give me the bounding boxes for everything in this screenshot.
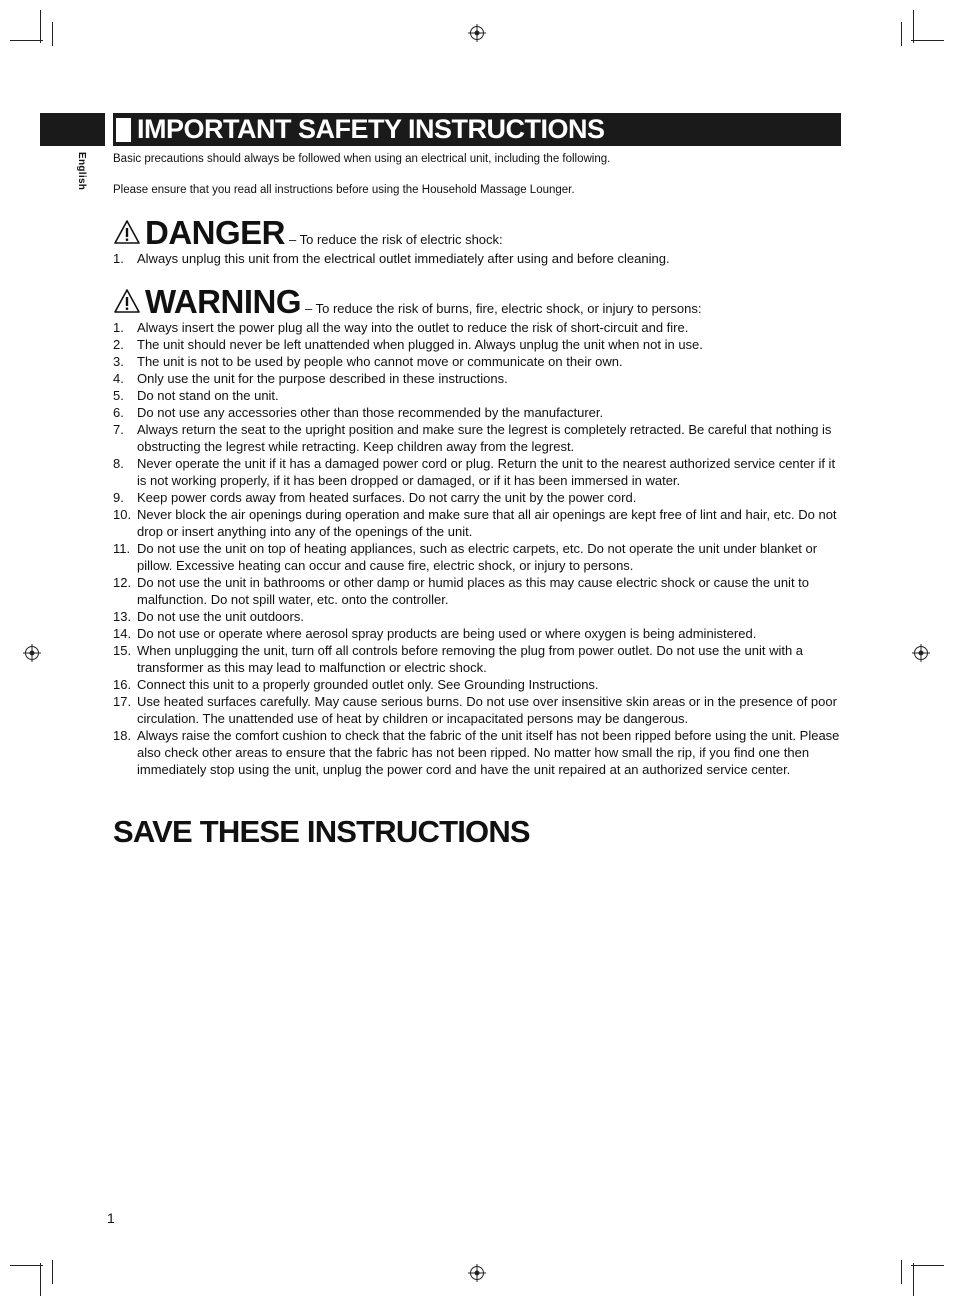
list-item-text: Always raise the comfort cushion to check that the fabric of the unit itself has not been ripped before using the unit. Please also check other areas to ensure that the fabric has not been ripped. No matter how small the rip, if you find one then immediately stop using the unit, unplug the power cord and have the unit repaired at an authorized service center. <box>137 728 840 777</box>
list-item-text: Always return the seat to the upright position and make sure the legrest is completely retracted. Be careful that nothing is obstructing the legrest while retracting. Keep children away from the legrest. <box>137 422 832 454</box>
list-item-text: Do not use any accessories other than those recommended by the manufacturer. <box>137 405 604 420</box>
list-item-number: 10. <box>113 507 132 522</box>
list-item-text: Always insert the power plug all the way into the outlet to reduce the risk of short-circuit and fire. <box>137 320 689 335</box>
registration-mark-icon <box>23 644 41 662</box>
list-item-text: Do not stand on the unit. <box>137 388 279 403</box>
registration-mark-icon <box>468 24 486 42</box>
list-item <box>113 336 843 353</box>
danger-word: DANGER <box>145 214 286 251</box>
list-item <box>113 387 843 404</box>
warning-word: WARNING <box>145 283 301 320</box>
crop-mark <box>40 1263 41 1296</box>
list-item-text: Always unplug this unit from the electrical outlet immediately after using and before cleaning. <box>137 251 670 266</box>
list-item-number: 14. <box>113 626 132 641</box>
list-item <box>113 319 843 336</box>
list-item-text: The unit should never be left unattended when plugged in. Always unplug the unit when not in use. <box>137 337 703 352</box>
page-title: IMPORTANT SAFETY INSTRUCTIONS <box>137 114 605 144</box>
list-item <box>113 540 843 574</box>
warning-triangle-icon <box>113 219 141 245</box>
list-item-text: Connect this unit to a properly grounded outlet only. See Grounding Instructions. <box>137 677 599 692</box>
page-title-bar <box>113 113 841 146</box>
warning-subtitle: – To reduce the risk of burns, fire, electric shock, or injury to persons: <box>305 301 702 316</box>
title-marker <box>116 118 131 142</box>
list-item <box>113 489 843 506</box>
list-item-text: Keep power cords away from heated surfaces. Do not carry the unit by the power cord. <box>137 490 637 505</box>
list-item-number: 7. <box>113 422 124 437</box>
list-item-number: 8. <box>113 456 124 471</box>
list-item-text: Do not use the unit in bathrooms or other damp or humid places as this may cause electric shock or cause the unit to malfunction. Do not spill water, etc. onto the controller. <box>137 575 810 607</box>
intro-line-2: Please ensure that you read all instructions before using the Household Massage Lounger. <box>113 184 575 196</box>
list-item <box>113 506 843 540</box>
list-item-number: 1. <box>113 320 124 335</box>
list-item-number: 13. <box>113 609 132 624</box>
list-item-number: 11. <box>113 541 131 556</box>
list-item <box>113 455 843 489</box>
registration-mark-icon <box>912 644 930 662</box>
danger-heading <box>113 216 503 250</box>
list-item-number: 4. <box>113 371 124 386</box>
list-item-text: Use heated surfaces carefully. May cause serious burns. Do not use over insensitive skin areas or in the presence of poor circulation. The unattended use of heat by children or incapacitated persons may be dangerous. <box>137 694 837 726</box>
crop-mark <box>52 1260 53 1284</box>
intro-line-1: Basic precautions should always be followed when using an electrical unit, including the following. <box>113 153 611 165</box>
warning-triangle-icon <box>113 288 141 314</box>
list-item-number: 6. <box>113 405 124 420</box>
list-item-text: Never operate the unit if it has a damaged power cord or plug. Return the unit to the nearest authorized service center if it is not working properly, if it has been dropped or damaged, or if it has been immersed in water. <box>137 456 836 488</box>
crop-mark <box>40 10 41 43</box>
crop-mark <box>911 1265 944 1266</box>
language-label: English <box>76 152 87 191</box>
list-item <box>113 574 843 608</box>
crop-mark <box>913 10 914 43</box>
list-item-number: 12. <box>113 575 132 590</box>
list-item-number: 9. <box>113 490 124 505</box>
list-item <box>113 642 843 676</box>
list-item-number: 16. <box>113 677 132 692</box>
list-item-number: 1. <box>113 251 124 266</box>
list-item-text: Do not use or operate where aerosol spray products are being used or where oxygen is being administered. <box>137 626 757 641</box>
list-item-text: When unplugging the unit, turn off all controls before removing the plug from power outlet. Do not use the unit with a transformer as this may lead to malfunction or electric shock. <box>137 643 804 675</box>
list-item-number: 18. <box>113 728 132 743</box>
page-number: 1 <box>107 1210 115 1226</box>
crop-mark <box>10 1265 43 1266</box>
crop-mark <box>901 22 902 46</box>
list-item <box>113 727 843 778</box>
crop-mark <box>911 40 944 41</box>
save-instructions-heading: SAVE THESE INSTRUCTIONS <box>113 814 530 849</box>
list-item <box>113 625 843 642</box>
list-item <box>113 370 843 387</box>
list-item-text: Only use the unit for the purpose described in these instructions. <box>137 371 508 386</box>
list-item-number: 5. <box>113 388 124 403</box>
list-item-number: 2. <box>113 337 124 352</box>
crop-mark <box>901 1260 902 1284</box>
list-item <box>113 250 843 267</box>
crop-mark <box>913 1263 914 1296</box>
list-item-text: Never block the air openings during operation and make sure that all air openings are kept free of lint and hair, etc. Do not drop or insert anything into any of the openings of the unit. <box>137 507 837 539</box>
list-item-number: 15. <box>113 643 132 658</box>
list-item <box>113 676 843 693</box>
warning-heading <box>113 285 701 319</box>
list-item-number: 17. <box>113 694 132 709</box>
list-item <box>113 693 843 727</box>
list-item <box>113 608 843 625</box>
list-item-text: Do not use the unit outdoors. <box>137 609 304 624</box>
registration-mark-icon <box>468 1264 486 1282</box>
list-item-number: 3. <box>113 354 124 369</box>
list-item <box>113 404 843 421</box>
language-tab <box>40 113 105 146</box>
list-item-text: The unit is not to be used by people who cannot move or communicate on their own. <box>137 354 623 369</box>
list-item <box>113 353 843 370</box>
crop-mark <box>52 22 53 46</box>
list-item-text: Do not use the unit on top of heating appliances, such as electric carpets, etc. Do not operate the unit under blanket or pillow. Excessive heating can occur and cause fire, electric shock, or injury to persons. <box>137 541 818 573</box>
crop-mark <box>10 40 43 41</box>
list-item <box>113 421 843 455</box>
danger-list <box>113 250 843 267</box>
warning-list <box>113 319 843 778</box>
danger-subtitle: – To reduce the risk of electric shock: <box>289 232 503 247</box>
